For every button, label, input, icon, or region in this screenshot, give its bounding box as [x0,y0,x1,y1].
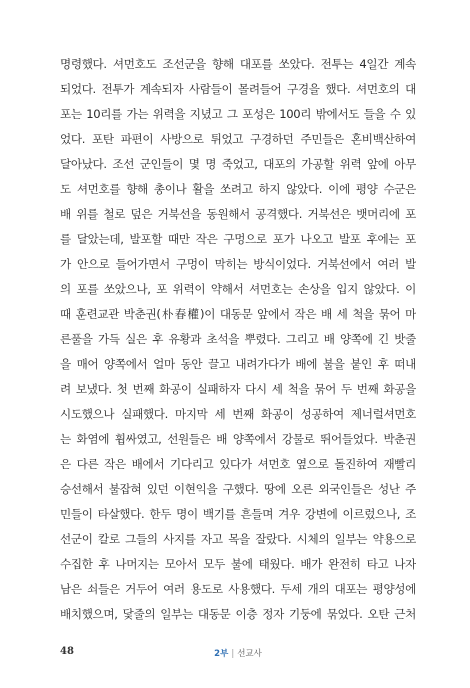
text-line: 민들이 타살했다. 한두 명이 백기를 흔들며 겨우 강변에 이르렀으나, 조 [60,507,416,521]
part-label: 2부 [214,649,229,659]
text-line: 되었다. 전투가 계속되자 사람들이 몰려들어 구경을 했다. 셔먼호의 대 [60,82,416,96]
text-line: 배 위를 철로 덮은 거북선을 동원해서 공격했다. 거북선은 뱃머리에 포 [60,207,416,221]
text-line: 시도했으나 실패했다. 마지막 세 번째 화공이 성공하여 제너럴셔먼호 [60,407,416,421]
text-line: 배치했으며, 닻줄의 일부는 대동문 이층 정자 기둥에 묶었다. 오탄 근처 [60,607,416,621]
text-line: 달아났다. 조선 군인들이 몇 명 죽었고, 대포의 가공할 위력 앞에 아무 [60,157,416,171]
text-line: 도 셔먼호를 향해 총이나 활을 쏘려고 하지 않았다. 이에 평양 수군은 [60,182,416,196]
text-line: 을 매어 양쪽에서 얼마 동안 끌고 내려가다가 배에 불을 붙인 후 떠내 [60,357,416,371]
text-line: 었다. 포탄 파편이 사방으로 튀었고 구경하던 주민들은 혼비백산하여 [60,132,416,146]
body-text [60,52,416,627]
running-head [60,647,416,659]
page-footer [60,646,416,662]
text-line: 남은 쇠들은 거두어 여러 용도로 사용했다. 두세 개의 대포는 평양성에 [60,582,416,596]
text-line: 은 다른 작은 배에서 기다리고 있다가 셔먼호 옆으로 돌진하여 재빨리 [60,457,416,471]
text-line: 의 포를 쏘았으나, 포 위력이 약해서 셔먼호는 손상을 입지 않았다. 이 [60,282,416,296]
text-line: 는 화염에 휩싸였고, 선원들은 배 양쪽에서 강물로 뛰어들었다. 박춘권 [60,432,416,446]
separator: | [231,649,235,659]
text-line: 포는 10리를 가는 위력을 지녔고 그 포성은 100리 밖에서도 들을 수 있 [60,107,416,121]
text-line: 른풀을 가득 실은 후 유황과 초석을 뿌렸다. 그리고 배 양쪽에 긴 밧줄 [60,332,416,346]
text-line: 려 보냈다. 첫 번째 화공이 실패하자 다시 세 척을 묶어 두 번째 화공을 [60,382,416,396]
section-label: 선교사 [237,649,262,659]
text-line: 명령했다. 셔먼호도 조선군을 향해 대포를 쏘았다. 전투는 4일간 계속 [60,57,416,71]
text-line: 때 훈련교관 박춘권(朴春權)이 대동문 앞에서 작은 배 세 척을 묶어 마 [60,307,416,321]
text-line: 승선해서 불잡혀 있던 이현익을 구했다. 땅에 오른 외국인들은 성난 주 [60,482,416,496]
text-line: 수집한 후 나머지는 모아서 모두 불에 태웠다. 배가 완전히 타고 나자 [60,557,416,571]
page-number: 48 [60,646,74,657]
text-line: 를 달았는데, 발포할 때만 작은 구멍으로 포가 나오고 발포 후에는 포 [60,232,416,246]
text-line: 선군이 칼로 그들의 사지를 자고 목을 잘랐다. 시체의 일부는 약용으로 [60,532,416,546]
text-line: 가 안으로 들어가면서 구멍이 막히는 방식이었다. 거북선에서 여러 발 [60,257,416,271]
